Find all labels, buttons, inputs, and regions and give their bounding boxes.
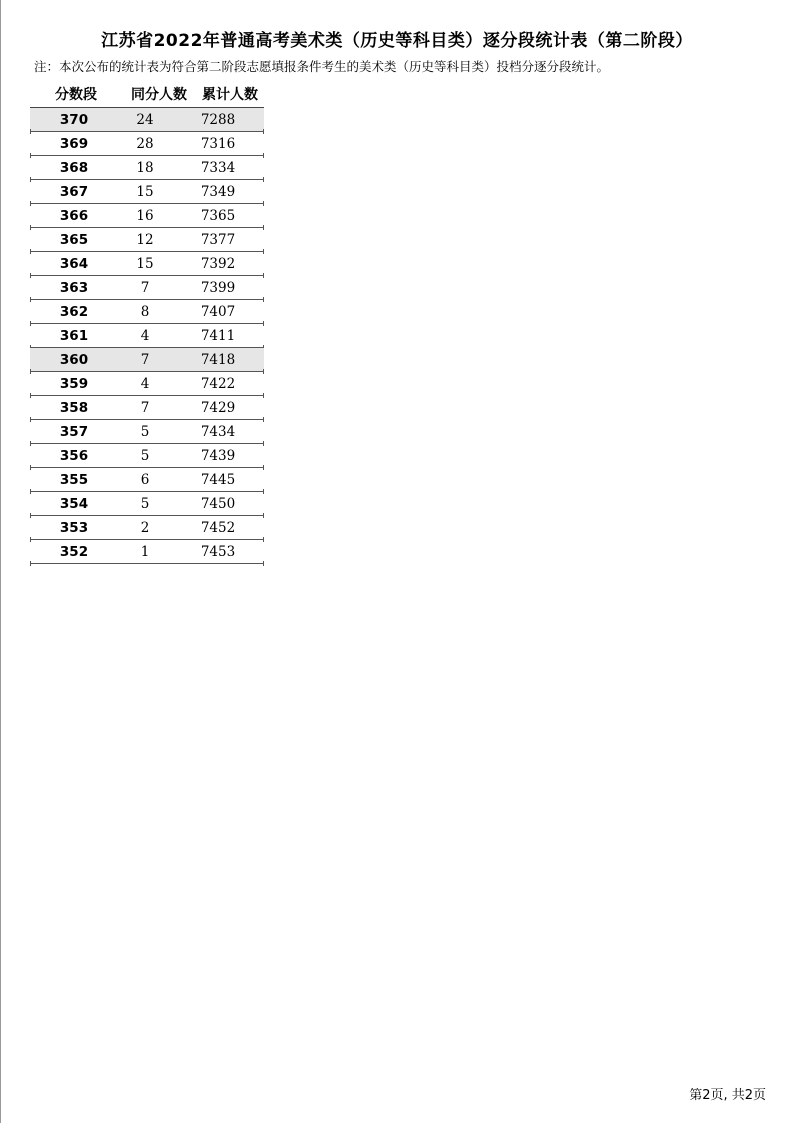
cell-cumulative: 7453 (200, 543, 236, 560)
table-row (30, 108, 264, 132)
cell-cumulative: 7429 (200, 399, 236, 416)
cell-cumulative: 7288 (200, 111, 236, 128)
cell-count: 15 (136, 255, 154, 272)
cell-score: 362 (59, 303, 89, 320)
cell-count: 7 (140, 399, 150, 416)
cell-score: 359 (59, 375, 89, 392)
table-row (30, 204, 264, 228)
table-row (30, 540, 264, 564)
cell-count: 2 (140, 519, 150, 536)
cell-cumulative: 7439 (200, 447, 236, 464)
cell-cumulative: 7349 (200, 183, 236, 200)
cell-count: 4 (140, 375, 150, 392)
cell-cumulative: 7365 (200, 207, 236, 224)
cell-cumulative: 7399 (200, 279, 236, 296)
cell-count: 28 (136, 135, 154, 152)
table-row (30, 396, 264, 420)
cell-score: 369 (59, 135, 89, 152)
table-row (30, 444, 264, 468)
cell-cumulative: 7422 (200, 375, 236, 392)
table-row (30, 180, 264, 204)
cell-count: 12 (136, 231, 154, 248)
table-row (30, 132, 264, 156)
table-row (30, 348, 264, 372)
table-row (30, 324, 264, 348)
table-row (30, 516, 264, 540)
cell-cumulative: 7411 (200, 327, 236, 344)
cell-cumulative: 7334 (200, 159, 236, 176)
table-row (30, 228, 264, 252)
cell-count: 16 (136, 207, 154, 224)
score-distribution-table (30, 80, 264, 564)
page-left-border (0, 0, 1, 1123)
cell-score: 352 (59, 543, 89, 560)
cell-cumulative: 7316 (200, 135, 236, 152)
table-row (30, 468, 264, 492)
cell-score: 365 (59, 231, 89, 248)
cell-count: 5 (140, 495, 150, 512)
table-row (30, 300, 264, 324)
cell-count: 18 (136, 159, 154, 176)
cell-score: 361 (59, 327, 89, 344)
cell-score: 356 (59, 447, 89, 464)
table-row (30, 276, 264, 300)
cell-score: 366 (59, 207, 89, 224)
cell-score: 370 (59, 111, 89, 128)
cell-count: 8 (140, 303, 150, 320)
cell-score: 367 (59, 183, 89, 200)
page-title: 江苏省2022年普通高考美术类（历史等科目类）逐分段统计表（第二阶段） (101, 31, 693, 51)
cell-cumulative: 7445 (200, 471, 236, 488)
cell-score: 353 (59, 519, 89, 536)
cell-score: 354 (59, 495, 89, 512)
cell-count: 5 (140, 423, 150, 440)
cell-count: 1 (140, 543, 150, 560)
header-cumulative: 累计人数 (202, 86, 258, 103)
table-row (30, 372, 264, 396)
header-score: 分数段 (55, 86, 97, 103)
cell-count: 6 (140, 471, 150, 488)
cell-cumulative: 7434 (200, 423, 236, 440)
table-body (30, 108, 264, 564)
table-note: 注：本次公布的统计表为符合第二阶段志愿填报条件考生的美术类（历史等科目类）投档分逐分段统计。 (34, 59, 610, 74)
cell-score: 364 (59, 255, 89, 272)
cell-score: 357 (59, 423, 89, 440)
cell-score: 358 (59, 399, 89, 416)
cell-score: 360 (59, 351, 89, 368)
cell-count: 7 (140, 279, 150, 296)
cell-cumulative: 7377 (200, 231, 236, 248)
cell-count: 15 (136, 183, 154, 200)
cell-score: 363 (59, 279, 89, 296)
cell-cumulative: 7407 (200, 303, 236, 320)
table-row (30, 420, 264, 444)
page-footer: 第2页, 共2页 (689, 1088, 766, 1103)
header-count: 同分人数 (131, 86, 187, 103)
cell-count: 5 (140, 447, 150, 464)
table-row (30, 156, 264, 180)
cell-score: 355 (59, 471, 89, 488)
table-row (30, 492, 264, 516)
cell-count: 24 (136, 111, 154, 128)
table-header-row (30, 80, 264, 108)
cell-cumulative: 7450 (200, 495, 236, 512)
cell-cumulative: 7392 (200, 255, 236, 272)
cell-cumulative: 7418 (200, 351, 236, 368)
cell-cumulative: 7452 (200, 519, 236, 536)
cell-count: 4 (140, 327, 150, 344)
cell-count: 7 (140, 351, 150, 368)
table-row (30, 252, 264, 276)
cell-score: 368 (59, 159, 89, 176)
